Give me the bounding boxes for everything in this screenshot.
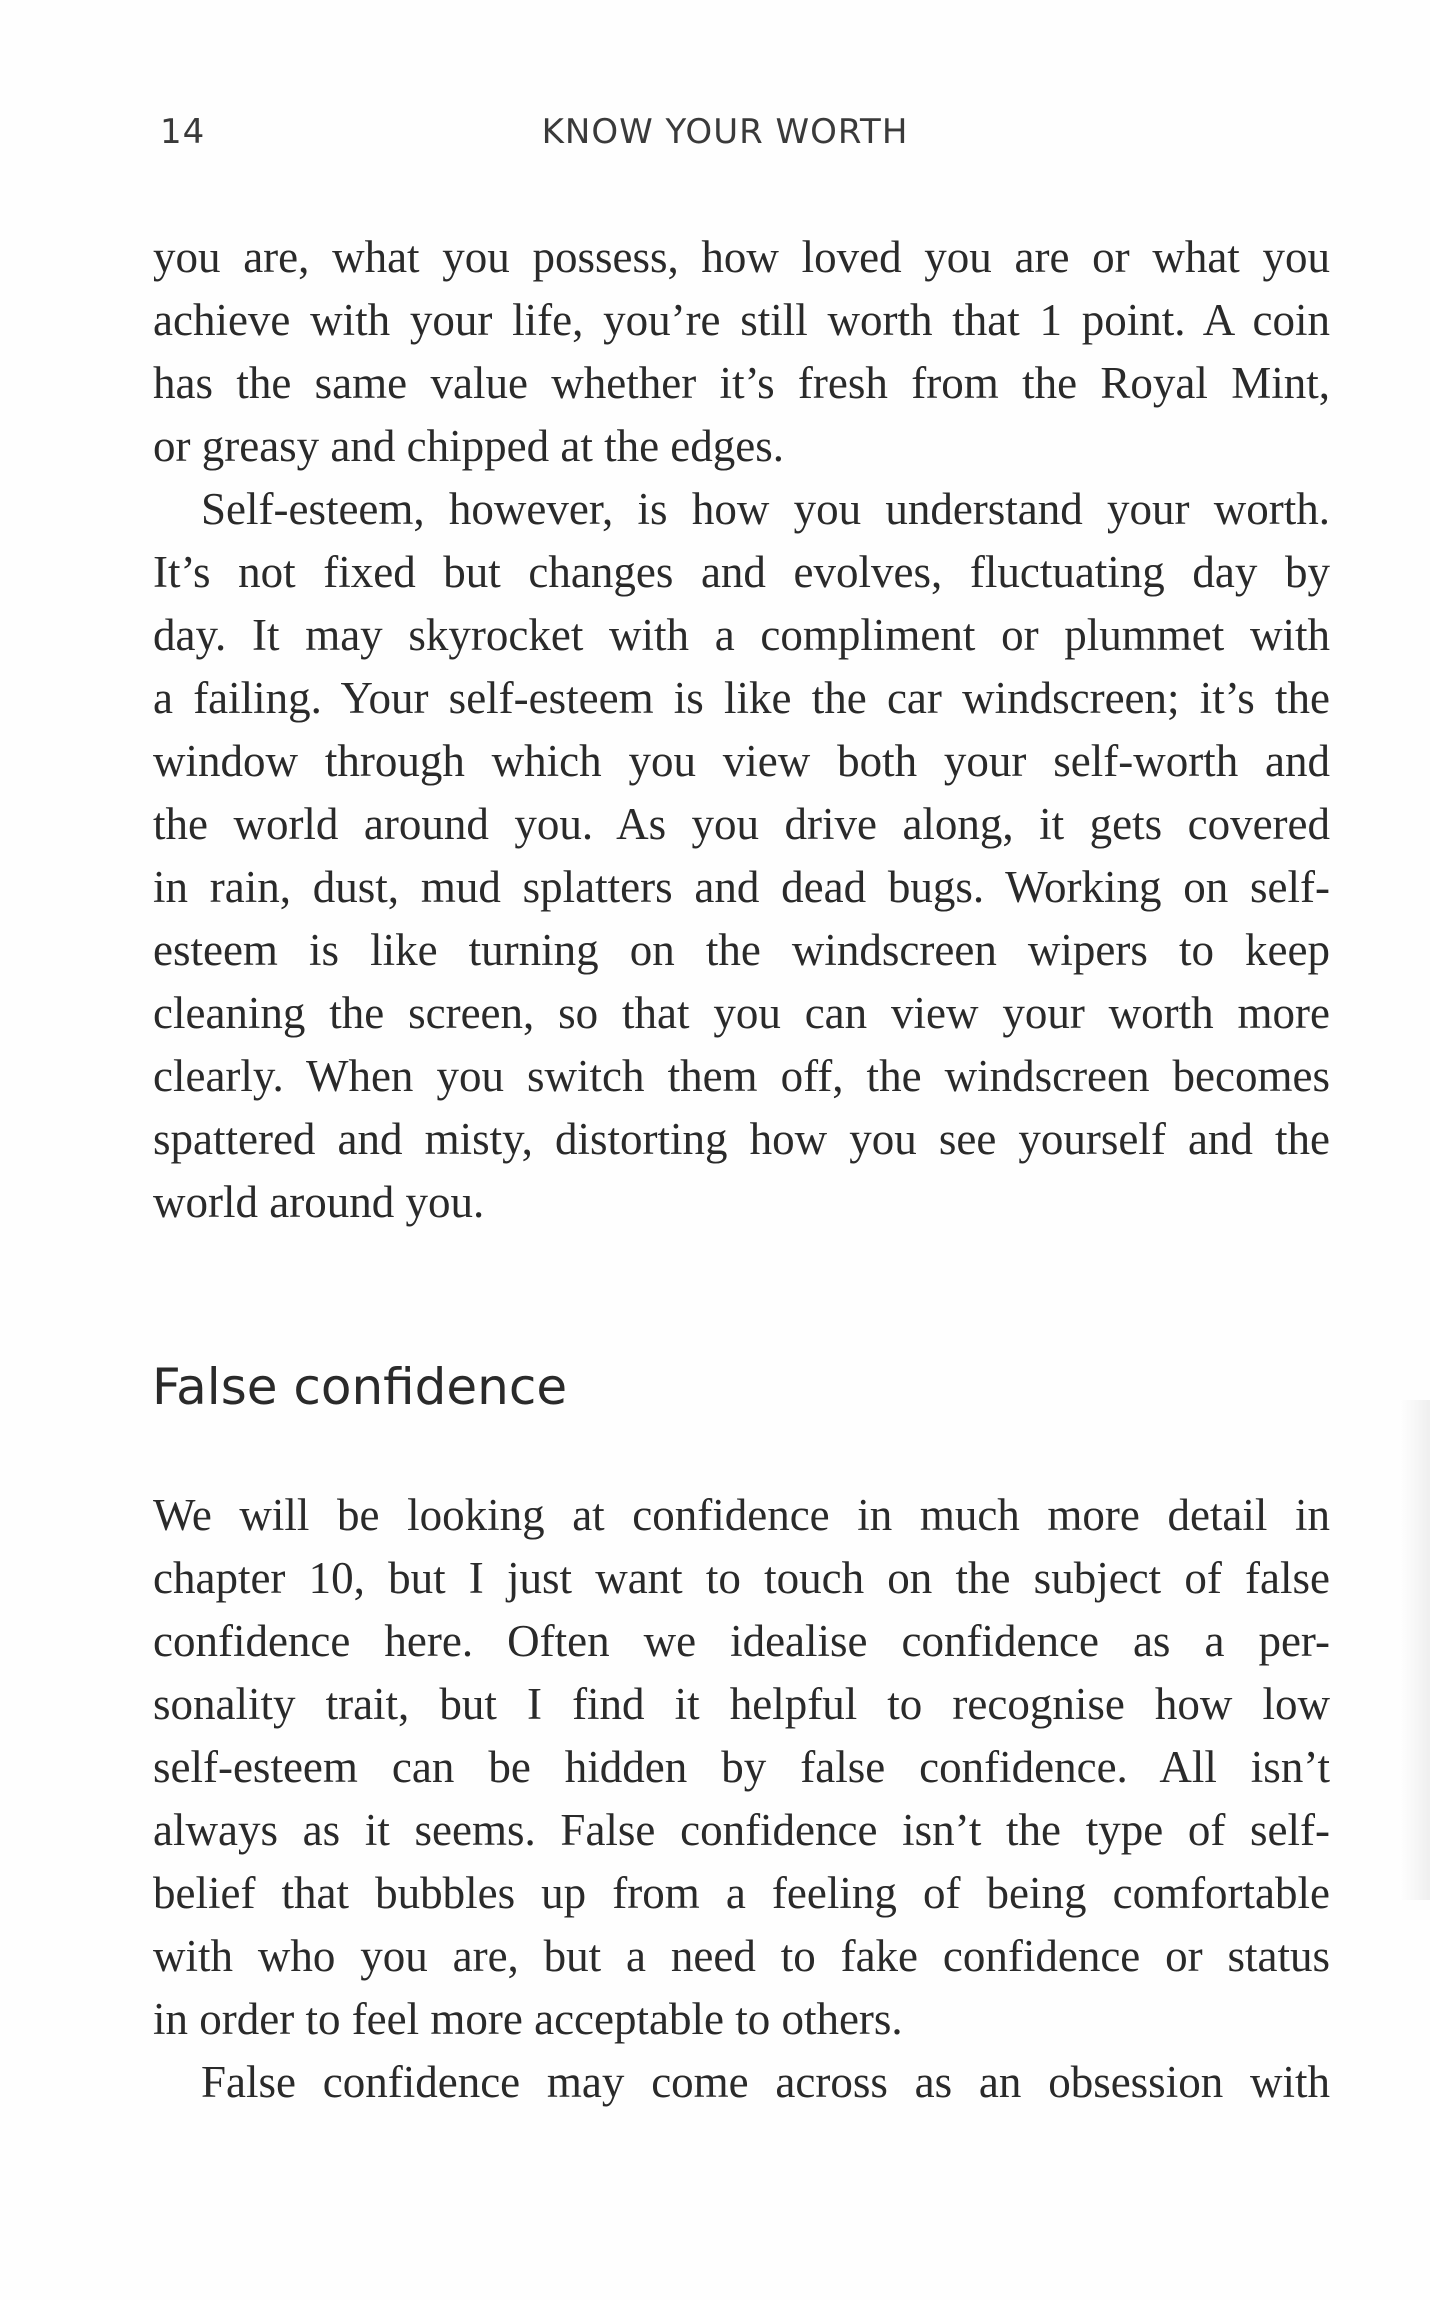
body-line: achieve with your life, you’re still worth that 1 point. A coin xyxy=(153,295,1330,345)
body-line: you are, what you possess, how loved you are or what you xyxy=(153,232,1330,282)
body-line: belief that bubbles up from a feeling of being comfortable xyxy=(153,1868,1330,1918)
body-line: day. It may skyrocket with a compliment or plummet with xyxy=(153,610,1330,660)
body-line: spattered and misty, distorting how you see yourself and the xyxy=(153,1114,1330,1164)
body-line: in order to feel more acceptable to others. xyxy=(153,1994,903,2044)
body-line: cleaning the screen, so that you can view your worth more xyxy=(153,988,1330,1038)
body-line: with who you are, but a need to fake confidence or status xyxy=(153,1931,1330,1981)
body-line: or greasy and chipped at the edges. xyxy=(153,421,785,471)
body-line: chapter 10, but I just want to touch on the subject of false xyxy=(153,1553,1330,1603)
body-line: sonality trait, but I find it helpful to recognise how low xyxy=(153,1679,1330,1729)
body-line: the world around you. As you drive along, it gets covered xyxy=(153,799,1330,849)
body-line: a failing. Your self-esteem is like the car windscreen; it’s the xyxy=(153,673,1330,723)
body-line: clearly. When you switch them off, the windscreen becomes xyxy=(153,1051,1330,1101)
body-line: always as it seems. False confidence isn’t the type of self- xyxy=(153,1805,1330,1855)
body-line: We will be looking at confidence in much more detail in xyxy=(153,1490,1330,1540)
body-line: window through which you view both your self-worth and xyxy=(153,736,1330,786)
body-line: self-esteem can be hidden by false confidence. All isn’t xyxy=(153,1742,1330,1792)
body-line: has the same value whether it’s fresh from the Royal Mint, xyxy=(153,358,1330,408)
body-line: world around you. xyxy=(153,1177,485,1227)
body-line: It’s not fixed but changes and evolves, fluctuating day by xyxy=(153,547,1330,597)
section-heading: False confidence xyxy=(152,1358,568,1416)
body-line: Self-esteem, however, is how you understand your worth. xyxy=(201,484,1330,534)
body-line: confidence here. Often we idealise confidence as a per- xyxy=(153,1616,1330,1666)
body-line: in rain, dust, mud splatters and dead bugs. Working on self- xyxy=(153,862,1330,912)
body-line: esteem is like turning on the windscreen wipers to keep xyxy=(153,925,1330,975)
page-number: 14 xyxy=(160,112,206,152)
body-line: False confidence may come across as an obsession with xyxy=(201,2057,1330,2107)
running-head xyxy=(0,112,1430,162)
book-title: KNOW YOUR WORTH xyxy=(541,112,909,152)
page-edge-shadow xyxy=(1400,1400,1430,1900)
